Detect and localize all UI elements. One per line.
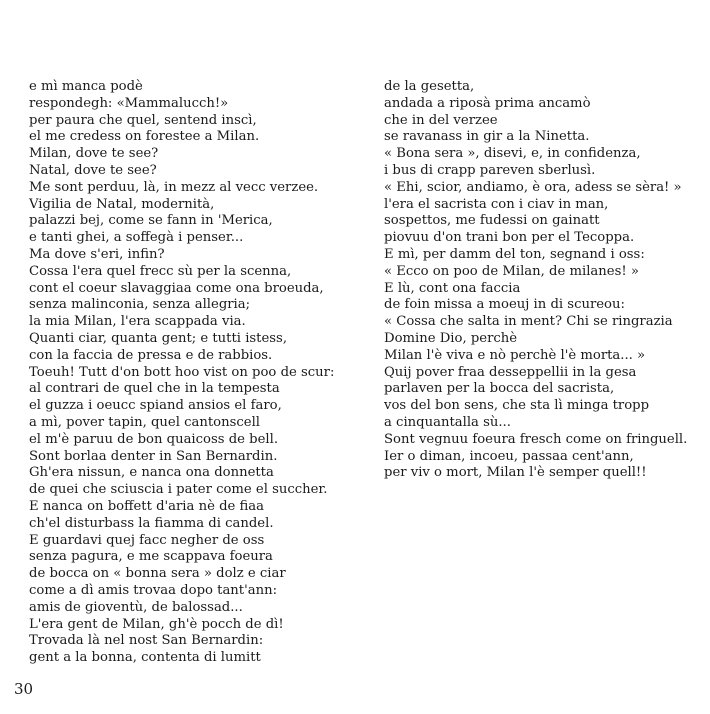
poem-line: de foin missa a moeuj in di scureou: [384,297,625,313]
poem-line: per viv o mort, Milan l'è semper quell!! [384,465,647,481]
poem-line: a cinquantalla sù... [384,414,511,430]
poem-line: amis de gioventù, de balossad... [29,599,243,615]
poem-line: come a dì amis trovaa dopo tant'ann: [29,582,278,598]
poem-line: Natal, dove te see? [29,162,157,178]
poem-line: e mì manca podè [29,79,143,94]
poem-line: Domine Dio, perchè [384,330,518,346]
poem-line: el m'è paruu de bon quaicoss de bell. [29,431,279,447]
poem-line: Quij pover fraa desseppellii in la gesa [384,364,637,380]
poem-line: E lù, cont ona faccia [384,280,521,296]
poem-line: a mì, pover tapin, quel cantonscell [29,414,261,430]
poem-line: « Ehi, scior, andiamo, è ora, adess se sèra! » [384,179,682,195]
poem-line: al contrari de quel che in la tempesta [29,381,280,397]
poem-line: parlaven per la bocca del sacrista, [384,381,615,397]
poem-line: palazzi bej, come se fann in 'Merica, [29,213,273,229]
poem-line: Cossa l'era quel frecc sù per la scenna, [29,263,292,279]
poem-line: Milan l'è viva e nò perchè l'è morta... » [384,347,646,363]
poem-line: el me credess on forestee a Milan. [29,129,260,145]
poem-line: sospettos, me fudessi on gainatt [384,213,600,229]
poem-line: Toeuh! Tutt d'on bott hoo vist on poo de scur: [29,364,335,380]
poem-line: E nanca on boffett d'aria nè de fiaa [29,498,265,514]
poem-line: Ier o diman, incoeu, passaa cent'ann, [384,448,634,464]
poem-line: l'era el sacrista con i ciav in man, [384,196,609,212]
poem-right-column [384,79,700,482]
poem-line: Me sont perduu, là, in mezz al vecc verzee. [29,179,319,195]
poem-line: de bocca on « bonna sera » dolz e ciar [29,566,286,582]
poem-line: E mì, per damm del ton, segnand i oss: [384,246,645,262]
poem-line: per paura che quel, sentend inscì, [29,112,257,128]
poem-left-column [29,79,349,667]
poem-line: Sont vegnuu foeura fresch come on fringuell. [384,431,688,447]
poem-line: Ma dove s'eri, infin? [29,246,165,262]
poem-line: « Bona sera », disevi, e, in confidenza, [384,146,641,162]
poem-line: senza pagura, e me scappava foeura [29,549,273,565]
poem-line: Milan, dove te see? [29,146,159,162]
poem-line: senza malinconia, senza allegria; [29,297,251,313]
poem-line: de quei che sciuscia i pater come el succher. [29,482,328,498]
poem-line: « Ecco on poo de Milan, de milanes! » [384,263,639,279]
poem-line: Vigilia de Natal, modernità, [29,196,215,212]
poem-line: piovuu d'on trani bon per el Tecoppa. [384,230,635,246]
poem-line: con la faccia de pressa e de rabbios. [29,347,273,363]
poem-line: Sont borlaa denter in San Bernardin. [29,448,278,464]
poem-line: ch'el disturbass la fiamma di candel. [29,515,274,531]
poem-line: che in del verzee [384,112,498,128]
poem-line: vos del bon sens, che sta lì minga tropp [384,398,650,414]
poem-line: E guardavi quej facc negher de oss [29,532,265,548]
poem-line: gent a la bonna, contenta di lumitt [29,650,261,666]
poem-line: cont el coeur slavaggiaa come ona broeuda, [29,280,324,296]
poem-line: la mia Milan, l'era scappada via. [29,314,246,330]
poem-line: el guzza i oeucc spiand ansios el faro, [29,398,282,414]
poem-line: « Cossa che salta in ment? Chi se ringrazia [384,314,673,330]
poem-line: L'era gent de Milan, gh'è pocch de dì! [29,616,284,632]
page-number: 30 [14,680,34,698]
poem-line: andada a riposà prima ancamò [384,95,591,111]
poem-line: i bus di crapp pareven sberlusì. [384,162,596,178]
poem-line: Quanti ciar, quanta gent; e tutti istess, [29,330,288,346]
poem-line: Trovada là nel nost San Bernardin: [29,633,264,649]
poem-line: e tanti ghei, a soffegà i penser... [29,230,244,246]
poem-line: de la gesetta, [384,79,475,94]
poem-line: respondegh: «Mammalucch!» [29,95,229,111]
poem-line: se ravanass in gir a la Ninetta. [384,129,590,145]
poem-line: Gh'era nissun, e nanca ona donnetta [29,465,274,481]
